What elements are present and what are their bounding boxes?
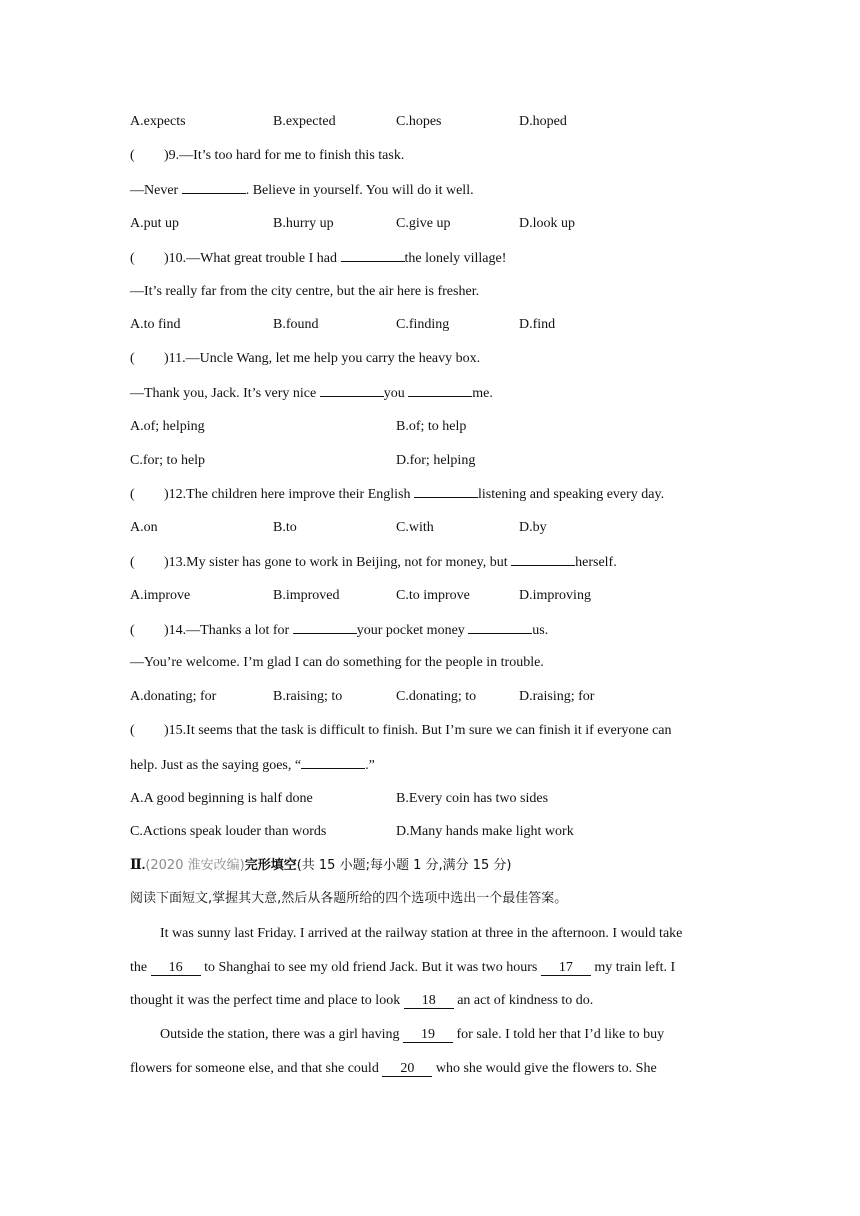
q9-option-b[interactable]: B.hurry up — [273, 216, 334, 231]
cloze-blank-16[interactable]: 16 — [151, 961, 201, 976]
q14-option-b[interactable]: B.raising; to — [273, 689, 343, 704]
answer-bracket[interactable]: ( — [130, 623, 135, 638]
answer-bracket[interactable]: ( — [130, 487, 135, 502]
q9-option-a[interactable]: A.put up — [130, 216, 179, 231]
q13-option-b[interactable]: B.improved — [273, 588, 340, 603]
blank-line — [320, 384, 384, 397]
q11-option-c[interactable]: C.for; to help — [130, 453, 206, 468]
q8-option-d[interactable]: D.hoped — [519, 114, 567, 129]
q10-reply: —It’s really far from the city centre, but the air here is fresher. — [130, 284, 480, 299]
q13-option-d[interactable]: D.improving — [519, 588, 591, 603]
passage-line: flowers for someone else, and that she could 20 who she would give the flowers to. She — [130, 1061, 657, 1076]
answer-bracket[interactable]: ( — [130, 351, 135, 366]
q12-stem: ( )12.The children here improve their English listening and speaking every day. — [130, 487, 665, 502]
q14-option-d[interactable]: D.raising; for — [519, 689, 595, 704]
q9-option-c[interactable]: C.give up — [396, 216, 451, 231]
cloze-blank-20[interactable]: 20 — [382, 1062, 432, 1077]
q10-option-b[interactable]: B.found — [273, 317, 319, 332]
q11-option-d[interactable]: D.for; helping — [396, 453, 476, 468]
passage-line: the 16 to Shanghai to see my old friend Jack. But it was two hours 17 my train left. I — [130, 960, 676, 975]
q11-stem: ( )11.—Uncle Wang, let me help you carry the heavy box. — [130, 351, 481, 366]
q9-stem: ( )9.—It’s too hard for me to finish this task. — [130, 148, 405, 163]
q10-stem: ( )10.—What great trouble I had the lonely village! — [130, 251, 507, 266]
q12-option-d[interactable]: D.by — [519, 520, 547, 535]
blank-line — [414, 485, 478, 498]
q12-option-a[interactable]: A.on — [130, 520, 158, 535]
blank-line — [341, 249, 405, 262]
q15-option-d[interactable]: D.Many hands make light work — [396, 824, 574, 839]
q15-stem: ( )15.It seems that the task is difficult to finish. But I’m sure we can finish it if everyone can — [130, 723, 672, 738]
blank-line — [293, 621, 357, 634]
q10-option-d[interactable]: D.find — [519, 317, 556, 332]
q14-reply: —You’re welcome. I’m glad I can do something for the people in trouble. — [130, 655, 544, 670]
cloze-blank-17[interactable]: 17 — [541, 961, 591, 976]
blank-line — [182, 181, 246, 194]
q15-option-b[interactable]: B.Every coin has two sides — [396, 791, 549, 806]
q11-option-b[interactable]: B.of; to help — [396, 419, 467, 434]
q10-option-a[interactable]: A.to find — [130, 317, 181, 332]
section-scoring: (共 15 小题;每小题 1 分,满分 15 分) — [296, 858, 512, 873]
q14-option-c[interactable]: C.donating; to — [396, 689, 477, 704]
blank-line — [468, 621, 532, 634]
q9-question: 9.—It’s too hard for me to finish this task. — [168, 148, 405, 163]
passage-line: It was sunny last Friday. I arrived at the railway station at three in the afternoon. I would take — [160, 926, 683, 941]
q10-option-c[interactable]: C.finding — [396, 317, 450, 332]
q9-option-d[interactable]: D.look up — [519, 216, 575, 231]
blank-line — [408, 384, 472, 397]
answer-bracket[interactable]: ( — [130, 723, 135, 738]
q14-option-a[interactable]: A.donating; for — [130, 689, 217, 704]
section-numeral: Ⅱ. — [130, 858, 146, 873]
blank-line — [301, 756, 365, 769]
q13-option-a[interactable]: A.improve — [130, 588, 191, 603]
blank-line — [511, 553, 575, 566]
section-instruction: 阅读下面短文,掌握其大意,然后从各题所给的四个选项中选出一个最佳答案。 — [130, 891, 568, 906]
q13-stem: ( )13.My sister has gone to work in Beijing, not for money, but herself. — [130, 555, 617, 570]
q14-stem: ( )14.—Thanks a lot for your pocket money us. — [130, 623, 549, 638]
answer-bracket[interactable]: ( — [130, 148, 135, 163]
cloze-blank-18[interactable]: 18 — [404, 994, 454, 1009]
q11-reply: —Thank you, Jack. It’s very nice you me. — [130, 386, 493, 401]
q8-option-a[interactable]: A.expects — [130, 114, 186, 129]
passage-line: Outside the station, there was a girl having 19 for sale. I told her that I’d like to buy — [160, 1027, 665, 1042]
section-title: 完形填空 — [244, 858, 297, 873]
q15-stem-cont: help. Just as the saying goes, “ .” — [130, 758, 375, 773]
q8-option-c[interactable]: C.hopes — [396, 114, 442, 129]
q9-reply: —Never . Believe in yourself. You will do it well. — [130, 183, 474, 198]
q12-option-b[interactable]: B.to — [273, 520, 297, 535]
section-heading — [130, 857, 512, 875]
q11-option-a[interactable]: A.of; helping — [130, 419, 205, 434]
passage-line: thought it was the perfect time and place to look 18 an act of kindness to do. — [130, 993, 594, 1008]
q12-option-c[interactable]: C.with — [396, 520, 434, 535]
answer-bracket[interactable]: ( — [130, 251, 135, 266]
answer-bracket[interactable]: ( — [130, 555, 135, 570]
cloze-blank-19[interactable]: 19 — [403, 1028, 453, 1043]
q15-option-c[interactable]: C.Actions speak louder than words — [130, 824, 327, 839]
q13-option-c[interactable]: C.to improve — [396, 588, 470, 603]
q15-option-a[interactable]: A.A good beginning is half done — [130, 791, 313, 806]
q8-option-b[interactable]: B.expected — [273, 114, 336, 129]
section-source: (2020 淮安改编) — [145, 858, 245, 873]
